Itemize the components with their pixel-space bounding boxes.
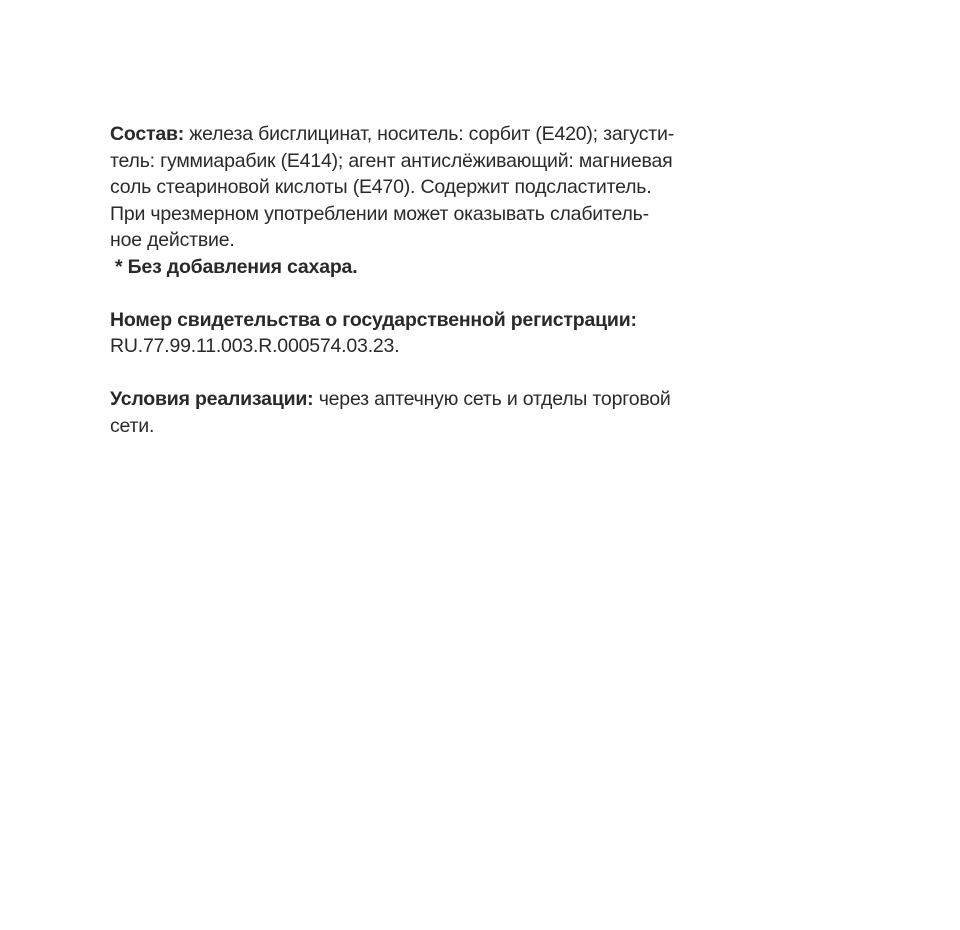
composition-text-3: соль стеариновой кислоты (E470). Содержит подсластитель.: [110, 176, 652, 198]
no-sugar-note: * Без добавления сахара.: [115, 255, 358, 278]
label-text-block: [110, 121, 790, 439]
sale-conditions-text-2: сети.: [110, 414, 155, 437]
section-spacer: [110, 280, 790, 307]
registration-section: [110, 307, 790, 360]
registration-label: Номер свидетельства о государственной регистрации:: [110, 308, 637, 331]
registration-number: RU.77.99.11.003.R.000574.03.23.: [110, 335, 400, 357]
composition-text-4: При чрезмерном употреблении может оказывать слабитель-: [110, 202, 649, 225]
composition-line-1: [110, 121, 790, 148]
composition-text-2: тель: гуммиарабик (E414); агент антислёживающий: магниевая: [110, 149, 673, 172]
sale-conditions-label: Условия реализации:: [110, 388, 314, 410]
composition-text-5: ное действие.: [110, 229, 235, 251]
section-spacer: [110, 360, 790, 387]
sale-conditions-line-1: [110, 386, 790, 413]
composition-label: Состав:: [110, 123, 185, 145]
sale-conditions-section: [110, 386, 790, 439]
composition-text-1: железа бисглицинат, носитель: сорбит (E420); загусти-: [184, 123, 675, 145]
sale-conditions-text-1: через аптечную сеть и отделы торговой: [313, 388, 671, 410]
composition-section: [110, 121, 790, 280]
